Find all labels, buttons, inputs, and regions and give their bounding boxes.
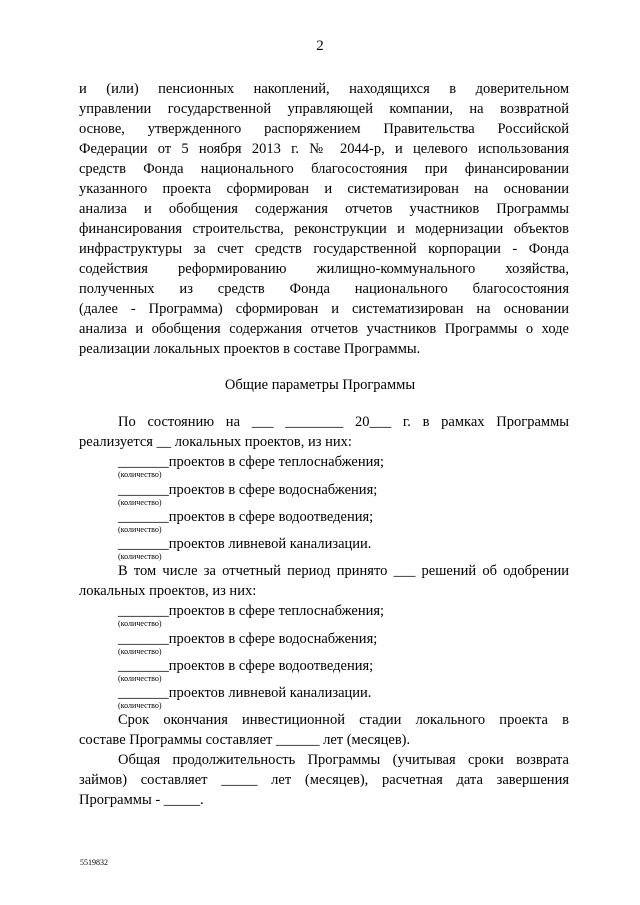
quantity-caption: (количество) <box>118 525 162 534</box>
duration-line: займов) составляет _____ лет (месяцев), расчетная дата завершения <box>79 772 569 788</box>
term-line: составе Программы составляет ______ лет (месяцев). <box>79 732 411 748</box>
paragraph-line: инфраструктуры за счет средств государственной корпорации - Фонда <box>79 241 569 257</box>
paragraph-line: Федерации от 5 ноября 2013 г. № 2044-р, и целевого использования <box>79 141 569 157</box>
decisions-line: В том числе за отчетный период принято ___ решений об одобрении <box>118 563 569 579</box>
list-item: _______проектов в сфере водоотведения; <box>118 658 374 674</box>
term-line: Срок окончания инвестиционной стадии локального проекта в <box>118 712 569 728</box>
paragraph-line: полученных из средств Фонда национального благосостояния <box>79 281 569 297</box>
list-item: _______проектов в сфере водоотведения; <box>118 509 374 525</box>
quantity-caption: (количество) <box>118 701 162 710</box>
quantity-caption: (количество) <box>118 552 162 561</box>
paragraph-line: финансирования строительства, реконструкции и модернизации объектов <box>79 221 569 237</box>
paragraph-line: указанного проекта сформирован и систематизирован на основании <box>79 181 569 197</box>
list-item: _______проектов ливневой канализации. <box>118 536 372 552</box>
page-number: 2 <box>316 38 324 54</box>
paragraph-line: (далее - Программа) сформирован и систематизирован на основании <box>79 301 569 317</box>
status-line: реализуется __ локальных проектов, из них: <box>79 434 352 450</box>
paragraph-line: анализа и обобщения содержания отчетов участников Программы о ходе <box>79 321 569 337</box>
quantity-caption: (количество) <box>118 470 162 479</box>
duration-line: Общая продолжительность Программы (учитывая сроки возврата <box>118 752 569 768</box>
paragraph-line: и (или) пенсионных накоплений, находящихся в доверительном <box>79 81 569 97</box>
list-item: _______проектов в сфере теплоснабжения; <box>118 603 385 619</box>
list-item: _______проектов в сфере водоснабжения; <box>118 631 378 647</box>
status-line: По состоянию на ___ ________ 20___ г. в рамках Программы <box>118 414 569 430</box>
quantity-caption: (количество) <box>118 619 162 628</box>
paragraph-line: анализа и обобщения содержания отчетов участников Программы <box>79 201 569 217</box>
duration-line: Программы - _____. <box>79 792 204 808</box>
section-heading: Общие параметры Программы <box>224 377 416 393</box>
paragraph-line: средств Фонда национального благосостояния при финансировании <box>79 161 569 177</box>
decisions-line: локальных проектов, из них: <box>79 583 257 599</box>
paragraph-line: управлении государственной управляющей компании, на возвратной <box>79 101 569 117</box>
list-item: _______проектов ливневой канализации. <box>118 685 372 701</box>
quantity-caption: (количество) <box>118 498 162 507</box>
quantity-caption: (количество) <box>118 647 162 656</box>
paragraph-line: реализации локальных проектов в составе Программы. <box>79 341 421 357</box>
list-item: _______проектов в сфере теплоснабжения; <box>118 454 385 470</box>
paragraph-line: содействия реформированию жилищно-коммунального хозяйства, <box>79 261 569 277</box>
list-item: _______проектов в сфере водоснабжения; <box>118 482 378 498</box>
quantity-caption: (количество) <box>118 674 162 683</box>
paragraph-line: основе, утвержденного распоряжением Правительства Российской <box>79 121 569 137</box>
document-code: 5519832 <box>80 858 108 867</box>
